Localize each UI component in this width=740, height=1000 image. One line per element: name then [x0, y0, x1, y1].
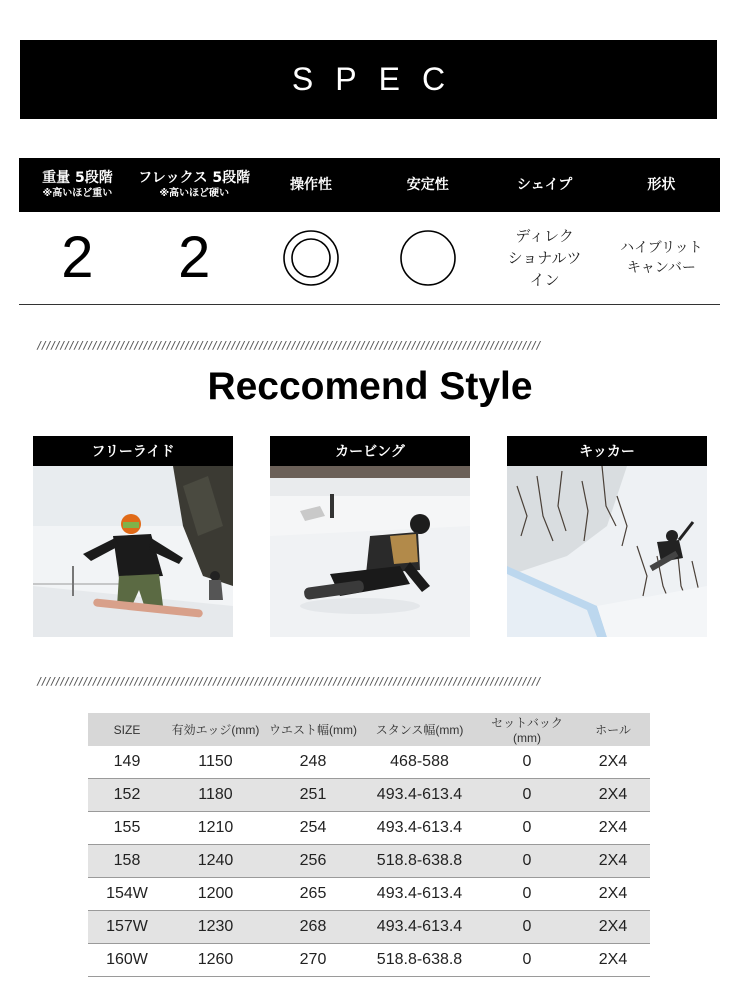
size-table — [88, 713, 650, 977]
col-stance-width: スタンス幅(mm) — [361, 713, 478, 746]
table-cell: 0 — [478, 812, 576, 845]
table-cell: 1180 — [166, 779, 265, 812]
table-cell: 2X4 — [576, 944, 650, 977]
col-setback: セットバック(mm) — [478, 713, 576, 746]
spec-header-weight: 重量 5段階 ※高いほど重い — [42, 170, 113, 199]
table-cell: 0 — [478, 746, 576, 779]
weight-value: 2 — [61, 225, 94, 290]
spec-values-row — [19, 212, 720, 305]
table-cell: 2X4 — [576, 779, 650, 812]
spec-header-form: 形状 — [647, 177, 676, 193]
table-row — [88, 746, 650, 779]
kicker-photo — [507, 466, 707, 637]
table-row — [88, 911, 650, 944]
table-cell: 0 — [478, 845, 576, 878]
divider-line: ///////////////////////////////////////////////////////////////////////////////////////////////////////////// — [36, 341, 540, 351]
circle-icon — [398, 228, 458, 288]
flex-value-cell — [136, 212, 253, 304]
table-cell: 518.8-638.8 — [361, 944, 478, 977]
table-cell: 0 — [478, 911, 576, 944]
table-cell: 248 — [265, 746, 361, 779]
table-cell: 1240 — [166, 845, 265, 878]
table-cell: 268 — [265, 911, 361, 944]
table-cell: 493.4-613.4 — [361, 812, 478, 845]
spec-header-row — [19, 158, 720, 212]
style-card-freeride — [33, 436, 233, 637]
table-cell: 154W — [88, 878, 166, 911]
table-cell: 152 — [88, 779, 166, 812]
table-cell: 1230 — [166, 911, 265, 944]
table-cell: 254 — [265, 812, 361, 845]
stability-value-cell — [369, 212, 486, 304]
col-effective-edge: 有効エッジ(mm) — [166, 713, 265, 746]
style-label-kicker: キッカー — [507, 436, 707, 466]
freeride-photo — [33, 466, 233, 637]
table-cell: 493.4-613.4 — [361, 911, 478, 944]
shape-value-line2: ショナルツ — [507, 249, 582, 267]
table-cell: 1260 — [166, 944, 265, 977]
shape-value-line1: ディレク — [515, 227, 574, 245]
recommend-title: Reccomend Style — [207, 365, 533, 408]
table-cell: 160W — [88, 944, 166, 977]
table-cell: 0 — [478, 779, 576, 812]
table-cell: 270 — [265, 944, 361, 977]
form-value-line2: キャンバー — [626, 260, 696, 276]
spec-banner — [20, 40, 717, 119]
style-label-freeride: フリーライド — [33, 436, 233, 466]
col-waist-width: ウエスト幅(mm) — [265, 713, 361, 746]
spec-header-shape: シェイプ — [516, 177, 573, 193]
style-card-kicker — [507, 436, 707, 637]
style-card-carving — [270, 436, 470, 637]
table-cell: 251 — [265, 779, 361, 812]
shape-value-cell — [486, 212, 603, 304]
table-cell: 2X4 — [576, 911, 650, 944]
table-cell: 256 — [265, 845, 361, 878]
table-row — [88, 779, 650, 812]
table-cell: 2X4 — [576, 812, 650, 845]
table-row — [88, 845, 650, 878]
table-cell: 493.4-613.4 — [361, 878, 478, 911]
table-cell: 157W — [88, 911, 166, 944]
double-circle-icon — [281, 228, 341, 288]
spec-table — [19, 158, 720, 305]
spec-header-stability: 安定性 — [406, 177, 449, 193]
table-cell: 158 — [88, 845, 166, 878]
table-cell: 149 — [88, 746, 166, 779]
col-holes: ホール — [576, 713, 650, 746]
form-value-line1: ハイブリット — [620, 240, 703, 256]
shape-value-line3: イン — [529, 271, 560, 289]
spec-header-maneuverability: 操作性 — [289, 177, 332, 193]
table-cell: 265 — [265, 878, 361, 911]
flex-value: 2 — [178, 225, 211, 290]
carving-photo — [270, 466, 470, 637]
weight-value-cell — [19, 212, 136, 304]
table-row — [88, 944, 650, 977]
maneuverability-value-cell — [253, 212, 370, 304]
size-table-header — [88, 713, 650, 746]
table-cell: 2X4 — [576, 746, 650, 779]
style-label-carving: カービング — [270, 436, 470, 466]
divider-line: ///////////////////////////////////////////////////////////////////////////////////////////////////////////// — [36, 677, 540, 687]
spec-title: SPEC — [291, 61, 468, 97]
table-cell: 0 — [478, 878, 576, 911]
form-value-cell — [603, 212, 720, 304]
table-row — [88, 878, 650, 911]
table-cell: 155 — [88, 812, 166, 845]
table-cell: 2X4 — [576, 878, 650, 911]
table-cell: 493.4-613.4 — [361, 779, 478, 812]
table-cell: 1150 — [166, 746, 265, 779]
table-cell: 1210 — [166, 812, 265, 845]
table-cell: 1200 — [166, 878, 265, 911]
table-cell: 518.8-638.8 — [361, 845, 478, 878]
table-cell: 2X4 — [576, 845, 650, 878]
table-cell: 0 — [478, 944, 576, 977]
col-size: SIZE — [88, 713, 166, 746]
table-cell: 468-588 — [361, 746, 478, 779]
table-row — [88, 812, 650, 845]
spec-header-flex: フレックス 5段階 ※高いほど硬い — [138, 170, 251, 199]
